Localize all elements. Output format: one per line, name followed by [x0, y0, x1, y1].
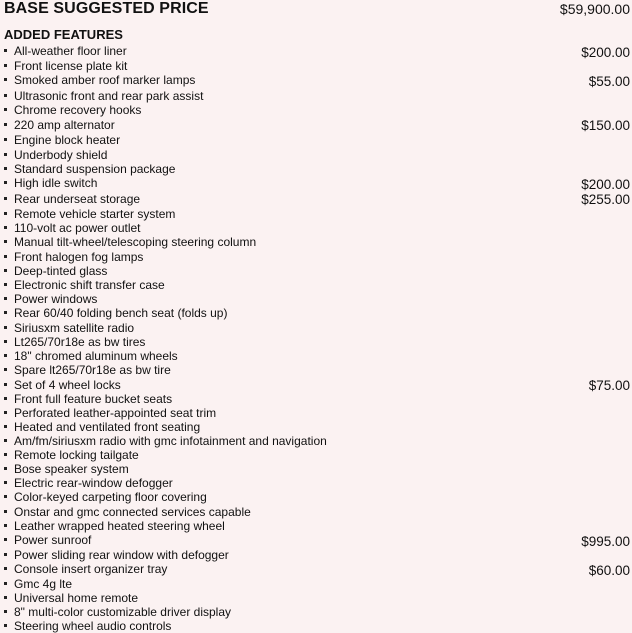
feature-label: Remote vehicle starter system [14, 207, 176, 221]
feature-label: Heated and ventilated front seating [14, 420, 201, 434]
feature-label: Front halogen fog lamps [14, 250, 144, 264]
feature-label: Power sliding rear window with defogger [14, 548, 229, 562]
feature-label: Electronic shift transfer case [14, 278, 165, 292]
feature-label: Gmc 4g lte [14, 577, 73, 591]
feature-label: Remote locking tailgate [14, 448, 139, 462]
bullet-icon [4, 553, 7, 556]
bullet-icon [4, 240, 7, 243]
base-price-title: BASE SUGGESTED PRICE [4, 0, 209, 17]
feature-price: $200.00 [581, 45, 630, 60]
bullet-icon [4, 439, 7, 442]
feature-price: $55.00 [588, 74, 630, 89]
feature-label: Universal home remote [14, 591, 139, 605]
feature-price: $255.00 [581, 192, 630, 207]
bullet-icon [4, 567, 7, 570]
bullet-icon [4, 467, 7, 470]
feature-label: 8" multi-color customizable driver display [14, 605, 232, 619]
feature-label: Perforated leather-appointed seat trim [14, 406, 217, 420]
feature-price: $75.00 [588, 378, 630, 393]
feature-label: Am/fm/siriusxm radio with gmc infotainment and navigation [14, 434, 327, 448]
bullet-icon [4, 425, 7, 428]
bullet-icon [4, 255, 7, 258]
feature-label: Electric rear-window defogger [14, 476, 173, 490]
bullet-icon [4, 108, 7, 111]
bullet-icon [4, 340, 7, 343]
feature-label: Bose speaker system [14, 462, 129, 476]
base-price-value: $59,900.00 [559, 1, 630, 17]
feature-label: Steering wheel audio controls [14, 619, 172, 633]
bullet-icon [4, 269, 7, 272]
bullet-icon [4, 138, 7, 141]
feature-label: Front license plate kit [14, 59, 128, 73]
feature-label: Rear 60/40 folding bench seat (folds up) [14, 306, 228, 320]
feature-label: All-weather floor liner [14, 44, 127, 58]
bullet-icon [4, 153, 7, 156]
feature-label: Onstar and gmc connected services capable [14, 505, 251, 519]
feature-label: Power sunroof [14, 533, 92, 547]
bullet-icon [4, 181, 7, 184]
feature-label: High idle switch [14, 176, 98, 190]
feature-label: Rear underseat storage [14, 192, 141, 206]
feature-label: 110-volt ac power outlet [14, 221, 141, 235]
feature-label: Ultrasonic front and rear park assist [14, 89, 204, 103]
bullet-icon [4, 481, 7, 484]
bullet-icon [4, 354, 7, 357]
bullet-icon [4, 495, 7, 498]
feature-price: $60.00 [588, 563, 630, 578]
bullet-icon [4, 283, 7, 286]
bullet-icon [4, 78, 7, 81]
bullet-icon [4, 582, 7, 585]
base-price-row [4, 0, 630, 20]
feature-label: Chrome recovery hooks [14, 103, 142, 117]
bullet-icon [4, 212, 7, 215]
feature-label: Power windows [14, 292, 98, 306]
feature-label: Underbody shield [14, 148, 108, 162]
feature-label: Front full feature bucket seats [14, 392, 173, 406]
bullet-icon [4, 368, 7, 371]
feature-label: 220 amp alternator [14, 118, 115, 132]
feature-label: Manual tilt-wheel/telescoping steering column [14, 235, 257, 249]
feature-label: 18" chromed aluminum wheels [14, 349, 178, 363]
feature-label: Color-keyed carpeting floor covering [14, 490, 207, 504]
feature-label: Deep-tinted glass [14, 264, 108, 278]
feature-label: Siriusxm satellite radio [14, 321, 135, 335]
feature-price: $995.00 [581, 534, 630, 549]
bullet-icon [4, 64, 7, 67]
bullet-icon [4, 510, 7, 513]
bullet-icon [4, 397, 7, 400]
feature-label: Engine block heater [14, 133, 121, 147]
bullet-icon [4, 197, 7, 200]
bullet-icon [4, 123, 7, 126]
bullet-icon [4, 383, 7, 386]
bullet-icon [4, 226, 7, 229]
feature-price: $150.00 [581, 118, 630, 133]
bullet-icon [4, 49, 7, 52]
bullet-icon [4, 524, 7, 527]
feature-label: Leather wrapped heated steering wheel [14, 519, 225, 533]
bullet-icon [4, 326, 7, 329]
bullet-icon [4, 311, 7, 314]
feature-label: Spare lt265/70r18e as bw tire [14, 363, 171, 377]
bullet-icon [4, 297, 7, 300]
bullet-icon [4, 596, 7, 599]
bullet-icon [4, 453, 7, 456]
feature-label: Set of 4 wheel locks [14, 378, 121, 392]
bullet-icon [4, 538, 7, 541]
feature-label: Console insert organizer tray [14, 562, 168, 576]
feature-label: Lt265/70r18e as bw tires [14, 335, 146, 349]
bullet-icon [4, 94, 7, 97]
feature-label: Smoked amber roof marker lamps [14, 73, 196, 87]
bullet-icon [4, 610, 7, 613]
bullet-icon [4, 411, 7, 414]
bullet-icon [4, 167, 7, 170]
added-features-title: ADDED FEATURES [4, 27, 123, 42]
feature-label: Standard suspension package [14, 162, 176, 176]
feature-price: $200.00 [581, 177, 630, 192]
